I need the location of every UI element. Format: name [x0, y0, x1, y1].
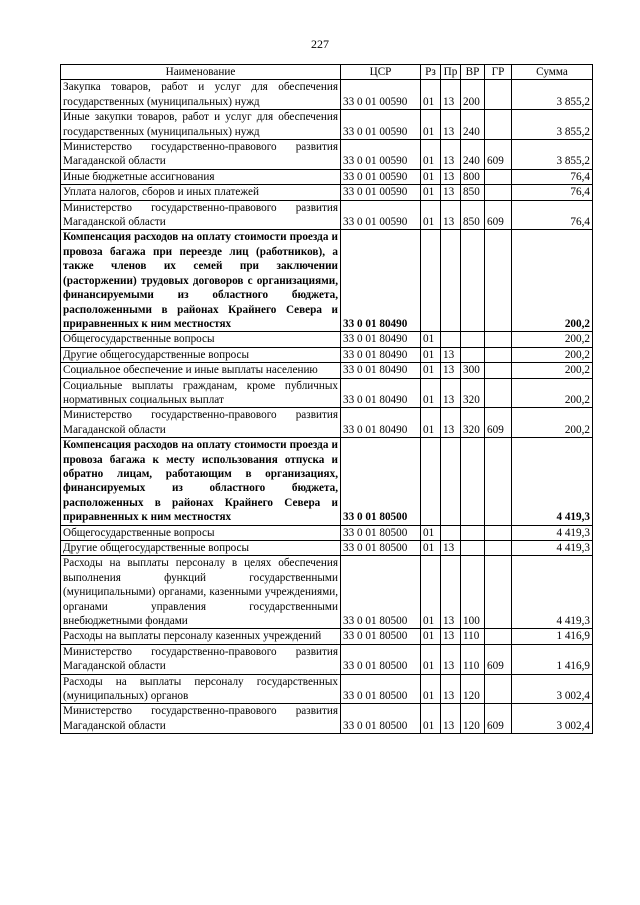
- cell-pr: 13: [441, 185, 461, 200]
- cell-gr: [485, 541, 512, 556]
- cell-sum: 3 855,2: [512, 110, 593, 140]
- table-row: [61, 408, 593, 438]
- cell-gr: 609: [485, 200, 512, 230]
- cell-gr: 609: [485, 140, 512, 170]
- cell-sum: 76,4: [512, 200, 593, 230]
- cell-name: Закупка товаров, работ и услуг для обеспечения государственных (муниципальных) нужд: [61, 80, 341, 110]
- cell-rz: 01: [421, 644, 441, 674]
- cell-rz: 01: [421, 629, 441, 644]
- cell-csr: 33 0 01 80500: [341, 629, 421, 644]
- cell-sum: 200,2: [512, 378, 593, 408]
- cell-sum: 1 416,9: [512, 644, 593, 674]
- cell-vr: 850: [461, 185, 485, 200]
- cell-csr: 33 0 01 80490: [341, 347, 421, 362]
- table-row: [61, 525, 593, 540]
- table-row: [61, 541, 593, 556]
- cell-gr: [485, 332, 512, 347]
- cell-pr: 13: [441, 80, 461, 110]
- header-vr: ВР: [461, 65, 485, 80]
- cell-gr: [485, 110, 512, 140]
- cell-gr: 609: [485, 644, 512, 674]
- cell-pr: 13: [441, 169, 461, 184]
- cell-sum: 3 855,2: [512, 80, 593, 110]
- cell-rz: 01: [421, 185, 441, 200]
- cell-pr: 13: [441, 704, 461, 734]
- cell-rz: 01: [421, 541, 441, 556]
- cell-pr: 13: [441, 644, 461, 674]
- cell-name: Иные закупки товаров, работ и услуг для обеспечения государственных (муниципальных) нужд: [61, 110, 341, 140]
- table-body: [61, 80, 593, 734]
- header-sum: Сумма: [512, 65, 593, 80]
- cell-sum: 200,2: [512, 363, 593, 378]
- cell-vr: [461, 438, 485, 525]
- header-rz: Рз: [421, 65, 441, 80]
- cell-csr: 33 0 01 00590: [341, 110, 421, 140]
- cell-gr: [485, 629, 512, 644]
- cell-csr: 33 0 01 80500: [341, 541, 421, 556]
- cell-rz: 01: [421, 378, 441, 408]
- cell-rz: 01: [421, 332, 441, 347]
- cell-pr: 13: [441, 629, 461, 644]
- cell-name: Компенсация расходов на оплату стоимости проезда и провоза багажа к месту использования отпуска и обратно лицам, работающим в организациях, финансируемых из областного бюджета, расположенных в районах Крайнего Севера и приравненных к ним местностях: [61, 438, 341, 525]
- cell-vr: 300: [461, 363, 485, 378]
- cell-csr: 33 0 01 80490: [341, 408, 421, 438]
- cell-name: Министерство государственно-правового развития Магаданской области: [61, 408, 341, 438]
- table-row: [61, 80, 593, 110]
- table-row: [61, 704, 593, 734]
- cell-name: Расходы на выплаты персоналу в целях обеспечения выполнения функций государственными (муниципальными) органами, казенными учреждениями, органами управления государственными внебюджетными фондами: [61, 556, 341, 629]
- cell-csr: 33 0 01 80500: [341, 674, 421, 704]
- cell-name: Уплата налогов, сборов и иных платежей: [61, 185, 341, 200]
- cell-name: Социальное обеспечение и иные выплаты населению: [61, 363, 341, 378]
- cell-sum: 76,4: [512, 185, 593, 200]
- cell-name: Министерство государственно-правового развития Магаданской области: [61, 200, 341, 230]
- table-row: [61, 230, 593, 332]
- cell-name: Другие общегосударственные вопросы: [61, 347, 341, 362]
- cell-name: Общегосударственные вопросы: [61, 332, 341, 347]
- table-row: [61, 438, 593, 525]
- header-name: Наименование: [61, 65, 341, 80]
- table-row: [61, 200, 593, 230]
- cell-vr: 240: [461, 140, 485, 170]
- table-row: [61, 110, 593, 140]
- cell-csr: 33 0 01 00590: [341, 80, 421, 110]
- cell-pr: 13: [441, 541, 461, 556]
- cell-name: Общегосударственные вопросы: [61, 525, 341, 540]
- cell-rz: 01: [421, 363, 441, 378]
- cell-gr: 609: [485, 408, 512, 438]
- cell-sum: 200,2: [512, 347, 593, 362]
- cell-sum: 3 855,2: [512, 140, 593, 170]
- cell-csr: 33 0 01 80490: [341, 230, 421, 332]
- cell-pr: 13: [441, 378, 461, 408]
- cell-gr: [485, 347, 512, 362]
- header-csr: ЦСР: [341, 65, 421, 80]
- cell-vr: 120: [461, 704, 485, 734]
- cell-name: Другие общегосударственные вопросы: [61, 541, 341, 556]
- cell-name: Министерство государственно-правового развития Магаданской области: [61, 644, 341, 674]
- cell-vr: 850: [461, 200, 485, 230]
- header-pr: Пр: [441, 65, 461, 80]
- cell-pr: [441, 525, 461, 540]
- table-row: [61, 378, 593, 408]
- cell-pr: [441, 438, 461, 525]
- cell-gr: [485, 363, 512, 378]
- cell-gr: [485, 169, 512, 184]
- cell-vr: 240: [461, 110, 485, 140]
- cell-csr: 33 0 01 80490: [341, 378, 421, 408]
- cell-csr: 33 0 01 00590: [341, 185, 421, 200]
- cell-sum: 1 416,9: [512, 629, 593, 644]
- cell-vr: [461, 525, 485, 540]
- cell-gr: [485, 230, 512, 332]
- cell-gr: [485, 525, 512, 540]
- cell-pr: 13: [441, 363, 461, 378]
- table-header-row: [61, 65, 593, 80]
- table-row: [61, 644, 593, 674]
- cell-pr: [441, 230, 461, 332]
- cell-rz: 01: [421, 704, 441, 734]
- cell-sum: 4 419,3: [512, 438, 593, 525]
- table-row: [61, 363, 593, 378]
- cell-csr: 33 0 01 00590: [341, 140, 421, 170]
- cell-name: Расходы на выплаты персоналу казенных учреждений: [61, 629, 341, 644]
- cell-sum: 4 419,3: [512, 525, 593, 540]
- cell-pr: 13: [441, 110, 461, 140]
- cell-gr: [485, 378, 512, 408]
- cell-pr: 13: [441, 674, 461, 704]
- cell-rz: [421, 438, 441, 525]
- table-row: [61, 185, 593, 200]
- header-gr: ГР: [485, 65, 512, 80]
- cell-gr: [485, 556, 512, 629]
- cell-pr: 13: [441, 408, 461, 438]
- cell-vr: [461, 332, 485, 347]
- cell-sum: 3 002,4: [512, 674, 593, 704]
- cell-csr: 33 0 01 80500: [341, 644, 421, 674]
- cell-rz: 01: [421, 556, 441, 629]
- cell-csr: 33 0 01 80500: [341, 556, 421, 629]
- cell-rz: [421, 230, 441, 332]
- cell-gr: [485, 674, 512, 704]
- cell-rz: 01: [421, 200, 441, 230]
- cell-csr: 33 0 01 00590: [341, 200, 421, 230]
- table-row: [61, 556, 593, 629]
- cell-sum: 200,2: [512, 230, 593, 332]
- cell-pr: 13: [441, 556, 461, 629]
- table-row: [61, 347, 593, 362]
- cell-sum: 200,2: [512, 408, 593, 438]
- cell-vr: [461, 541, 485, 556]
- cell-vr: 110: [461, 644, 485, 674]
- cell-csr: 33 0 01 00590: [341, 169, 421, 184]
- table-row: [61, 629, 593, 644]
- page-number: 227: [311, 37, 329, 51]
- cell-vr: 800: [461, 169, 485, 184]
- cell-pr: 13: [441, 200, 461, 230]
- cell-name: Расходы на выплаты персоналу государственных (муниципальных) органов: [61, 674, 341, 704]
- cell-sum: 4 419,3: [512, 541, 593, 556]
- cell-vr: 320: [461, 378, 485, 408]
- cell-rz: 01: [421, 347, 441, 362]
- cell-vr: 100: [461, 556, 485, 629]
- cell-name: Социальные выплаты гражданам, кроме публичных нормативных социальных выплат: [61, 378, 341, 408]
- cell-rz: 01: [421, 140, 441, 170]
- table-row: [61, 674, 593, 704]
- cell-name: Компенсация расходов на оплату стоимости проезда и провоза багажа при переезде лиц (работников), а также членов их семей при заключении (расторжении) трудовых договоров с организациями, финансируемыми из областного бюджета, расположенными в районах Крайнего Севера и приравненных к ним местностях: [61, 230, 341, 332]
- cell-name: Министерство государственно-правового развития Магаданской области: [61, 140, 341, 170]
- cell-vr: 110: [461, 629, 485, 644]
- cell-vr: 120: [461, 674, 485, 704]
- cell-pr: 13: [441, 347, 461, 362]
- cell-pr: [441, 332, 461, 347]
- cell-name: Иные бюджетные ассигнования: [61, 169, 341, 184]
- cell-csr: 33 0 01 80490: [341, 332, 421, 347]
- table-row: [61, 140, 593, 170]
- cell-sum: 4 419,3: [512, 556, 593, 629]
- cell-rz: 01: [421, 674, 441, 704]
- table-row: [61, 169, 593, 184]
- cell-gr: [485, 80, 512, 110]
- cell-sum: 200,2: [512, 332, 593, 347]
- cell-pr: 13: [441, 140, 461, 170]
- cell-rz: 01: [421, 80, 441, 110]
- cell-csr: 33 0 01 80490: [341, 363, 421, 378]
- cell-gr: 609: [485, 704, 512, 734]
- table-row: [61, 332, 593, 347]
- cell-rz: 01: [421, 408, 441, 438]
- cell-vr: 200: [461, 80, 485, 110]
- cell-csr: 33 0 01 80500: [341, 704, 421, 734]
- cell-name: Министерство государственно-правового развития Магаданской области: [61, 704, 341, 734]
- cell-gr: [485, 185, 512, 200]
- cell-csr: 33 0 01 80500: [341, 438, 421, 525]
- cell-vr: 320: [461, 408, 485, 438]
- cell-vr: [461, 347, 485, 362]
- cell-gr: [485, 438, 512, 525]
- cell-rz: 01: [421, 525, 441, 540]
- cell-rz: 01: [421, 169, 441, 184]
- budget-table: [60, 64, 593, 734]
- cell-rz: 01: [421, 110, 441, 140]
- cell-csr: 33 0 01 80500: [341, 525, 421, 540]
- cell-sum: 3 002,4: [512, 704, 593, 734]
- cell-vr: [461, 230, 485, 332]
- cell-sum: 76,4: [512, 169, 593, 184]
